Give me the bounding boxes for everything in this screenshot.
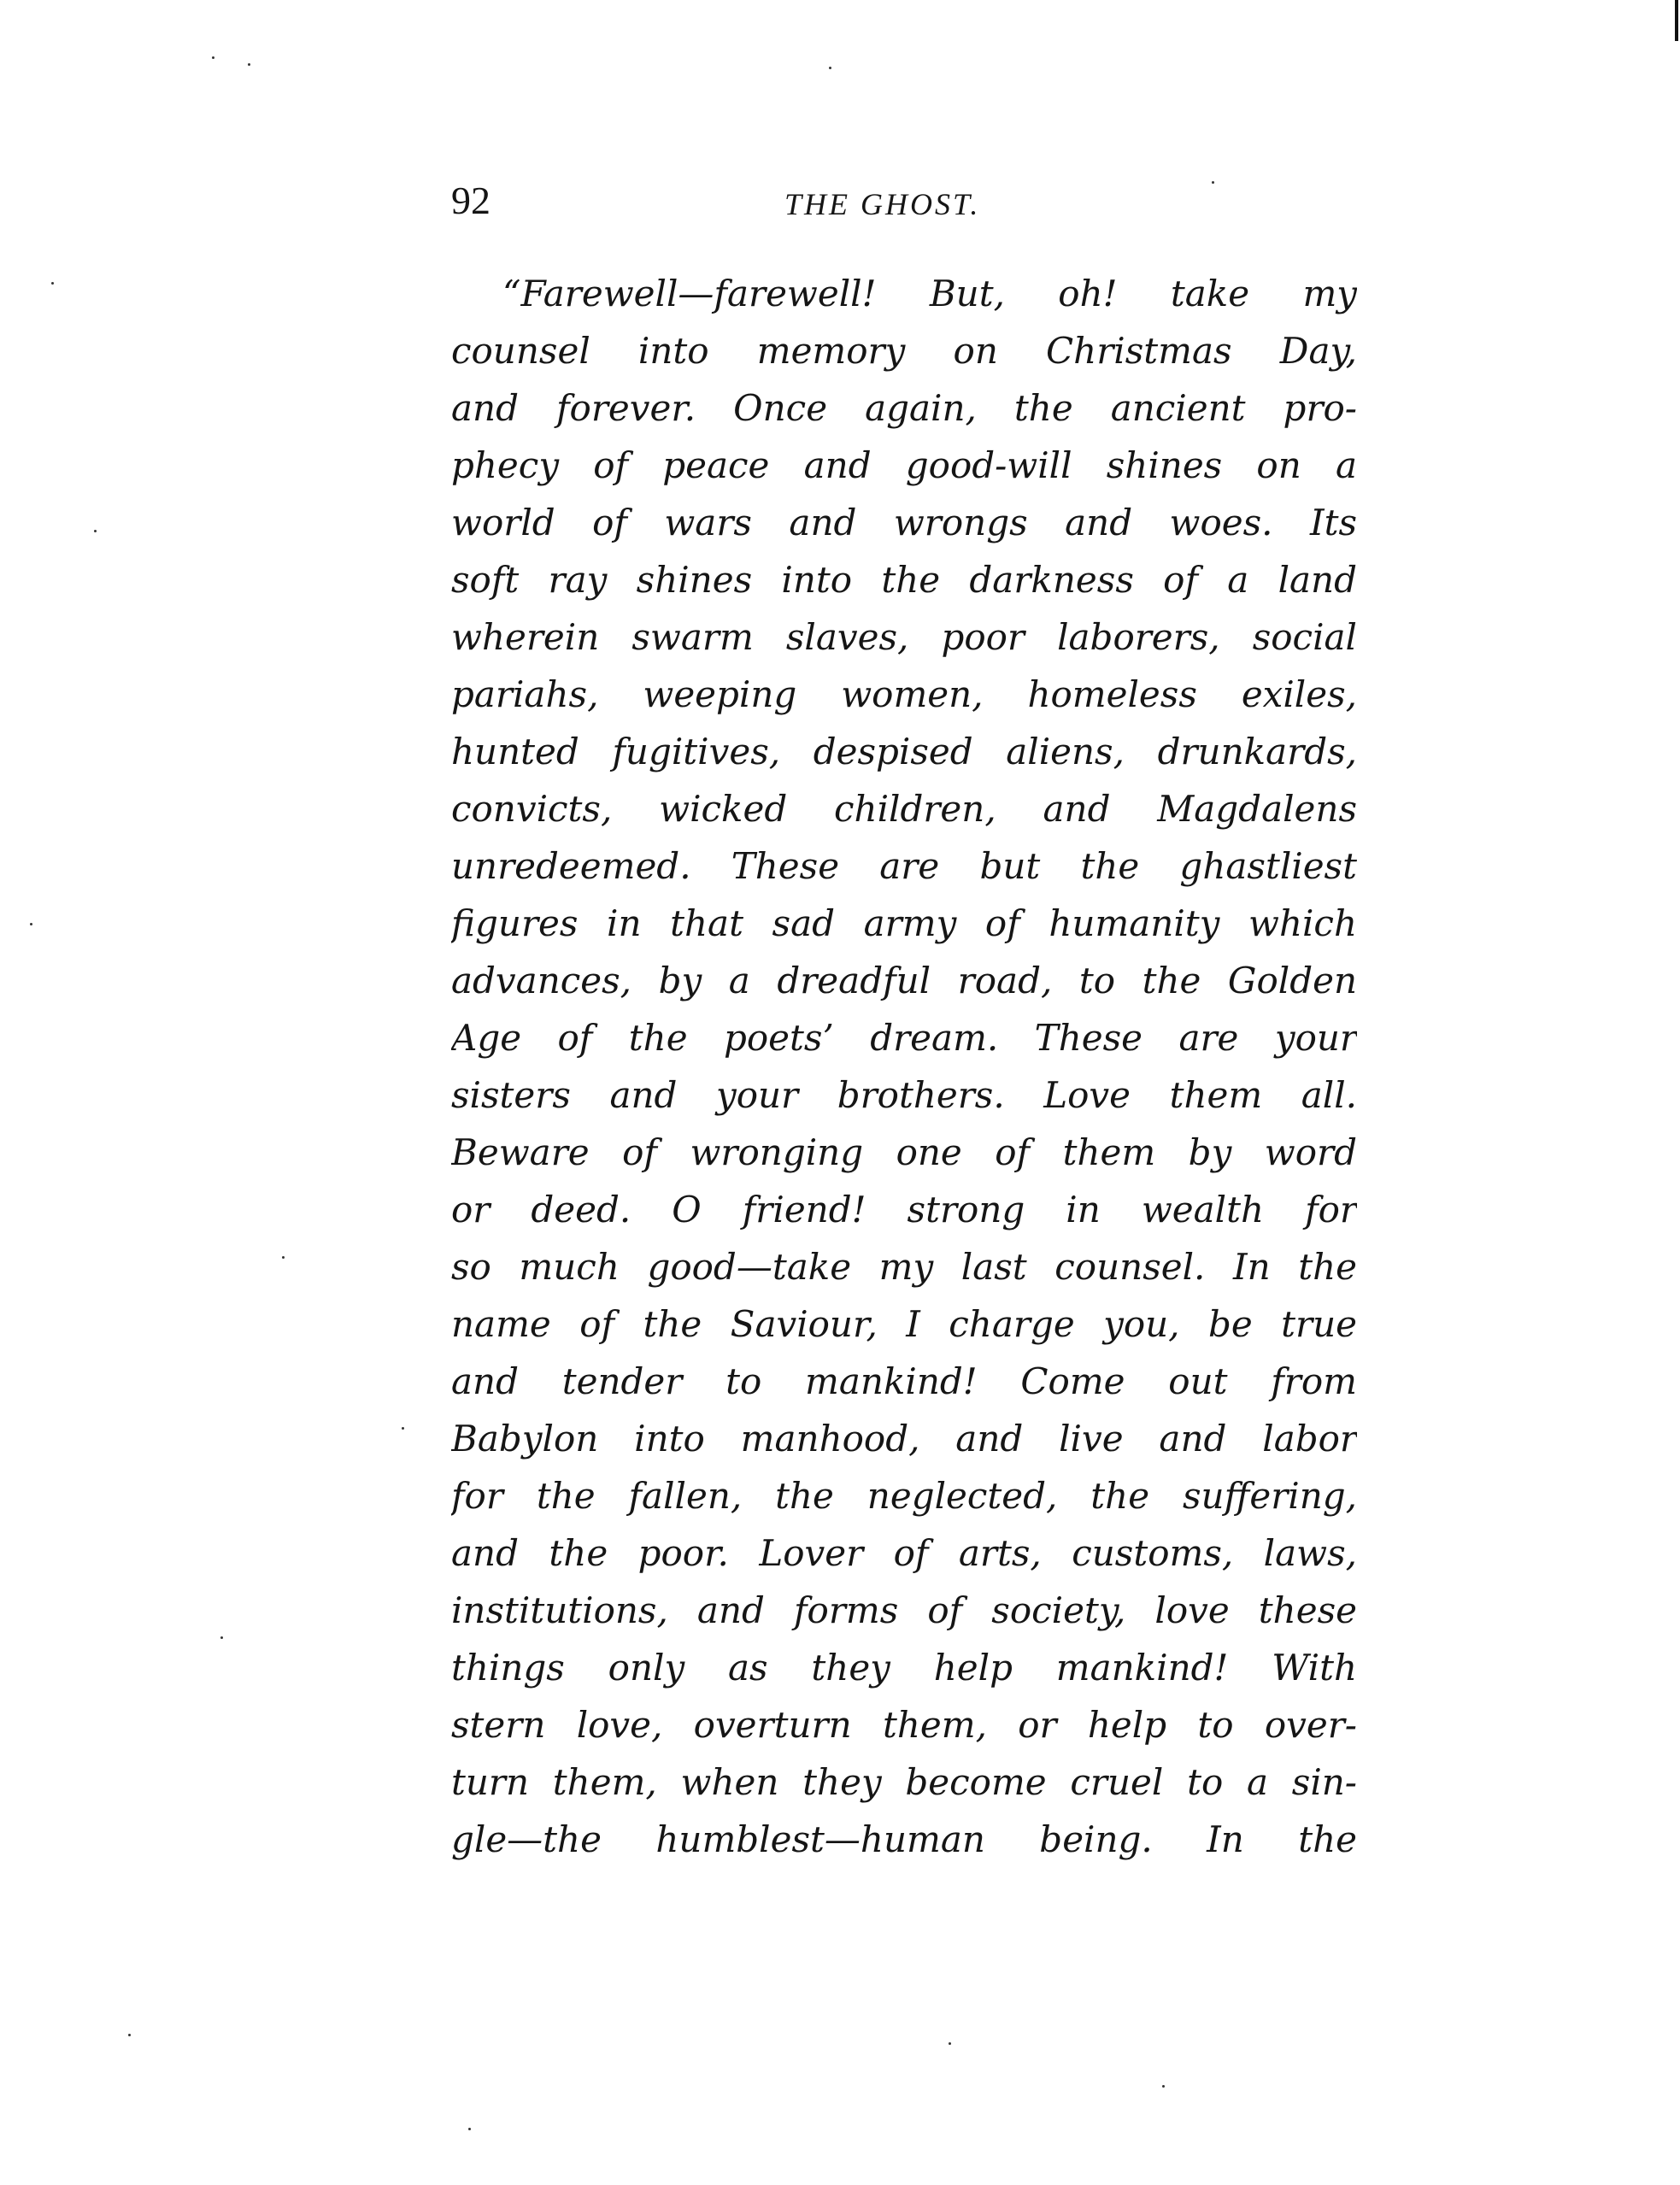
scan-speck — [949, 2042, 951, 2045]
text-line: and tender to mankind! Come out from — [451, 1360, 1357, 1402]
text-line: institutions, and forms of society, love these — [451, 1589, 1357, 1631]
text-line: hunted fugitives, despised aliens, drunkards, — [451, 731, 1357, 772]
text-line: name of the Saviour, I charge you, be true — [451, 1303, 1357, 1345]
text-line: counsel into memory on Christmas Day, — [451, 330, 1357, 372]
edge-mark — [1675, 0, 1678, 41]
scan-speck — [30, 923, 32, 925]
text-line: turn them, when they become cruel to a sin- — [451, 1761, 1357, 1803]
scan-speck — [829, 67, 831, 69]
body-text — [451, 265, 1357, 1868]
scan-speck — [402, 1427, 404, 1430]
text-line: phecy of peace and good-will shines on a — [451, 444, 1357, 486]
scan-speck — [1162, 2085, 1165, 2088]
scan-speck — [282, 1256, 285, 1259]
text-line: soft ray shines into the darkness of a land — [451, 559, 1357, 601]
page-header — [451, 171, 1348, 231]
text-line: or deed. O friend! strong in wealth for — [451, 1189, 1357, 1231]
text-line: so much good—take my last counsel. In the — [451, 1246, 1357, 1288]
text-line: advances, by a dreadful road, to the Golden — [451, 960, 1357, 1001]
text-line: unredeemed. These are but the ghastliest — [451, 845, 1357, 887]
text-line: “Farewell—farewell! But, oh! take my — [502, 273, 1357, 314]
text-line: Age of the poets’ dream. These are your — [451, 1017, 1357, 1059]
text-line: wherein swarm slaves, poor laborers, social — [451, 616, 1357, 658]
running-title: THE GHOST. — [784, 187, 981, 221]
page-number: 92 — [451, 179, 490, 222]
scan-speck — [212, 56, 214, 59]
text-line: figures in that sad army of humanity which — [451, 902, 1357, 944]
text-line: for the fallen, the neglected, the suffering, — [451, 1475, 1357, 1517]
text-line: convicts, wicked children, and Magdalens — [451, 788, 1357, 830]
scan-speck — [128, 2034, 131, 2036]
scan-speck — [248, 63, 250, 66]
scan-speck — [94, 530, 97, 532]
text-line: Babylon into manhood, and live and labor — [451, 1418, 1357, 1460]
text-line: stern love, overturn them, or help to over- — [451, 1704, 1357, 1746]
text-line: and forever. Once again, the ancient pro- — [451, 387, 1357, 429]
text-line: things only as they help mankind! With — [451, 1647, 1357, 1689]
text-line: pariahs, weeping women, homeless exiles, — [451, 673, 1357, 715]
scan-speck — [1212, 181, 1214, 184]
scan-speck — [468, 2128, 471, 2130]
text-line: sisters and your brothers. Love them all. — [451, 1074, 1357, 1116]
text-line: gle—the humblest—human being. In the — [451, 1818, 1357, 1860]
text-line: world of wars and wrongs and woes. Its — [451, 502, 1357, 543]
text-line: and the poor. Lover of arts, customs, laws, — [451, 1532, 1357, 1574]
scan-speck — [51, 282, 54, 285]
text-line: Beware of wronging one of them by word — [451, 1131, 1357, 1173]
scan-speck — [220, 1636, 223, 1639]
